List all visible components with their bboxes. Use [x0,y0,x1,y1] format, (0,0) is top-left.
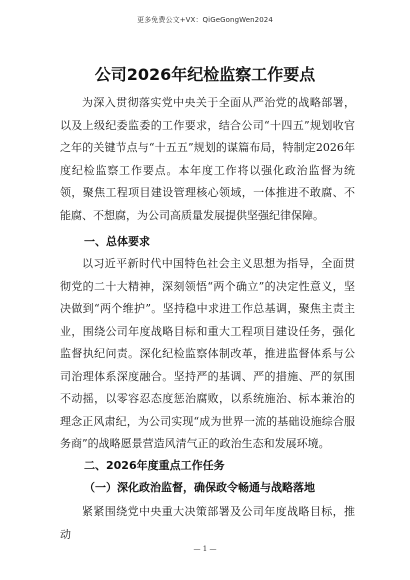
section-heading-key-tasks: 二、2026年度重点工作任务 [84,459,225,472]
overall-requirements-paragraph: 以习近平新时代中国特色社会主义思想为指导，全面贯彻党的二十大精神，深刻领悟“两个确立”的决定性意义，坚决做到“两个维护”。坚持稳中求进工作总基调，聚焦主责主业，围绕公司年度战略目标和重大工程项目建设任务，强化监督执纪问责。深化纪检监察体制改革，推进监督体系与公司治理体系深度融合。坚持严的基调、严的措施、严的氛围不动摇，以零容忍态度惩治腐败，以系统施治、标本兼治的理念正风肃纪，为公司实现“成为世界一流的基础设施综合服务商”的战略愿景营造风清气正的政治生态和发展环境。 [60,257,355,450]
intro-paragraph: 为深入贯彻落实党中央关于全面从严治党的战略部署，以及上级纪委监委的工作要求，结合公司“十四五”规划收官之年的关键节点与“十五五”规划的谋篇布局，特制定2026年度纪检监察工作要点。本年度工作将以强化政治监督为统领，聚焦工程项目建设管理核心领域，一体推进不敢腐、不能腐、不想腐，为公司高质量发展提供坚强纪律保障。 [60,96,355,222]
subsection-heading-political-supervision: （一）深化政治监督，确保政令畅通与战略落地 [84,481,315,494]
page-number: — 1 — [193,545,217,553]
political-supervision-paragraph: 紧紧围绕党中央重大决策部署及公司年度战略目标，推动 [60,505,355,541]
header-note: 更多免费公文+VX：QiGeGongWen2024 [137,16,273,24]
section-heading-overall-requirements: 一、总体要求 [84,235,150,248]
document-title: 公司2026年纪检监察工作要点 [94,65,316,84]
